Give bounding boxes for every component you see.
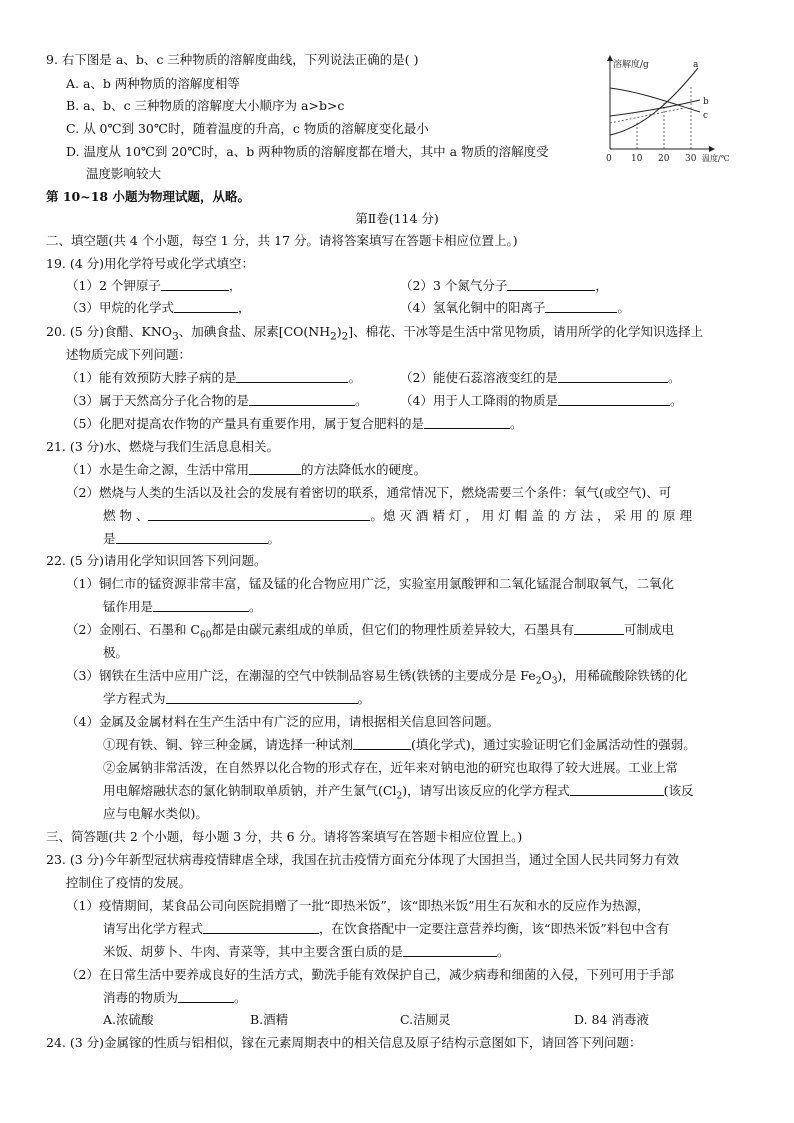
- q22-item-2-cont: 极。: [103, 645, 129, 660]
- q22-stem: 22. (5 分)请用化学知识回答下列问题。: [46, 553, 267, 568]
- section2-heading: 二、填空题(共 4 个小题，每空 1 分，共 17 分。请将答案填写在答题卡相应位置上。): [46, 233, 518, 248]
- q23-item-1-cont2: 米饭、胡萝卜、牛肉、青菜等，其中主要含蛋白质的是 。: [103, 944, 510, 959]
- q9-option-d-cont: 温度影响较大: [86, 166, 162, 181]
- q19-item-1: （1）2 个钾原子 ，: [66, 278, 242, 293]
- curve-b-label: b: [703, 97, 709, 107]
- curve-a-label: a: [693, 60, 699, 70]
- q23-item-2-cont: 消毒的物质为 。: [103, 990, 247, 1005]
- q21-stem: 21. (3 分)水、燃烧与我们生活息息相关。: [46, 439, 280, 454]
- q20-item-4: （4）用于人工降雨的物质是 。: [400, 393, 683, 408]
- q9-option-c: C. 从 0℃到 30℃时，随着温度的升高，c 物质的溶解度变化最小: [66, 121, 429, 136]
- q20-item-1: （1）能有效预防大脖子病的是 。: [66, 370, 361, 385]
- q22-item-3-cont: 学方程式为 。: [103, 691, 371, 706]
- q22-item-1: （1）铜仁市的锰资源非常丰富，锰及锰的化合物应用广泛，实验室用氯酸钾和二氧化锰混合制取氧气，二氧化: [66, 576, 674, 591]
- q19-stem: 19. (4 分)用化学符号或化学式填空：: [46, 256, 255, 271]
- q20-item-2: （2）能使石蕊溶液变红的是 。: [400, 370, 681, 385]
- q22-item-4-2: ②金属钠非常活泼，在自然界以化合物的形式存在，近年来对钠电池的研究也取得了较大进展。工业上常: [103, 760, 679, 775]
- curve-a: [610, 68, 698, 135]
- q20-stem: 20. (5 分)食醋、$KNO_3$、加碘食盐、尿素$[CO(NH_2)_2]$、棉花、干冰等是生活中常见物质，请用所学的化学知识选择上: [46, 324, 704, 343]
- curve-c-label: c: [703, 111, 709, 121]
- q22-item-4-2-cont2: 应与电解水类似)。: [103, 806, 208, 821]
- curve-c: [610, 88, 700, 112]
- q22-item-4-1: ①现有铁、铜、锌三种金属，请选择一种试剂 (填化学式)，通过实验证明它们金属活动性的强弱。: [103, 737, 696, 752]
- q23-stem: 23. (3 分)今年新型冠状病毒疫情肆虐全球，我国在抗击疫情方面充分体现了大国担当，通过全国人民共同努力有效: [46, 852, 680, 867]
- q9-option-d: D. 温度从 10℃到 20℃时，a、b 两种物质的溶解度都在增大，其中 a 物质的溶解度受: [66, 144, 549, 159]
- q20-item-5: （5）化肥对提高农作物的产量具有重要作用，属于复合肥料的是 。: [66, 416, 523, 431]
- q20-item-3: （3）属于天然高分子化合物的是 。: [66, 393, 368, 408]
- q23-option-b: B.酒精: [250, 1012, 289, 1027]
- tick-label-20: 20: [658, 154, 670, 164]
- q9-option-a: A. a、b 两种物质的溶解度相等: [66, 76, 240, 91]
- q19-item-2: （2）3 个氮气分子 ，: [400, 278, 608, 293]
- q20-stem-cont: 述物质完成下列问题：: [66, 347, 192, 362]
- q19-item-3: （3）甲烷的化学式 ，: [66, 300, 251, 315]
- q9-option-b: B. a、b、c 三种物质的溶解度大小顺序为 a>b>c: [66, 98, 345, 113]
- q23-stem-cont: 控制住了疫情的发展。: [66, 875, 192, 890]
- q21-item-2-cont: 燃 物 、 。熄 灭 酒 精 灯 ， 用 灯 帽 盖 的 方 法 ， 采 用 的 原 理: [103, 508, 692, 523]
- q22-item-1-cont: 锰作用是 。: [103, 599, 262, 614]
- q23-option-c: C.洁厕灵: [400, 1012, 451, 1027]
- graph-x-label: 温度/℃: [702, 154, 730, 163]
- q23-item-1-cont: 请写出化学方程式 ，在饮食搭配中一定要注意营养均衡，该“即热米饭”料包中含有: [103, 921, 670, 936]
- q24-stem: 24. (3 分)金属镓的性质与铝相似，镓在元素周期表中的相关信息及原子结构示意图如下，请回答下列问题：: [46, 1035, 642, 1050]
- part2-title: 第Ⅱ卷(114 分): [355, 211, 439, 226]
- tick-label-10: 10: [631, 154, 643, 164]
- q23-option-a: A.浓硫酸: [103, 1012, 154, 1027]
- q21-item-1: （1）水是生命之源，生活中常用 的方法降低水的硬度。: [66, 462, 426, 477]
- q22-item-3: （3）钢铁在生活中应用广泛，在潮湿的空气中铁制品容易生锈(铁锈的主要成分是 $Fe_2O_3$)，用稀硫酸除铁锈的化: [66, 668, 688, 687]
- graph-y-label: 溶解度/g: [613, 60, 649, 70]
- q23-item-1: （1）疫情期间，某食品公司向医院捐赠了一批“即热米饭”，该“即热米饭”用生石灰和水的反应作为热源，: [66, 898, 650, 913]
- q22-item-4: （4）金属及金属材料在生产生活中有广泛的应用，请根据相关信息回答问题。: [66, 714, 499, 729]
- q21-item-2-cont2: 是 。: [103, 531, 281, 546]
- q19-item-4: （4）氢氧化铜中的阳离子 。: [400, 300, 630, 315]
- physics-note: 第 10~18 小题为物理试题，从略。: [46, 189, 250, 204]
- tick-label-30: 30: [685, 154, 697, 164]
- q23-option-d: D. 84 消毒液: [574, 1012, 649, 1027]
- q9-stem: 9. 右下图是 a、b、c 三种物质的溶解度曲线，下列说法正确的是( ): [46, 52, 419, 67]
- q22-item-2: （2）金刚石、石墨和 $C_{60}$都是由碳元素组成的单质，但它们的物理性质差异较大，石墨具有 可制成电: [66, 622, 674, 641]
- q21-item-2: （2）燃烧与人类的生活以及社会的发展有着密切的联系，通常情况下，燃烧需要三个条件：氧气(或空气)、可: [66, 485, 672, 500]
- q23-item-2: （2）在日常生活中要养成良好的生活方式，勤洗手能有效保护自己，减少病毒和细菌的入侵，下列可用于手部: [66, 967, 674, 982]
- tick-label-0: 0: [606, 154, 612, 164]
- section3-heading: 三、简答题(共 2 个小题，每小题 3 分，共 6 分。请将答案填写在答题卡相应位置上。): [46, 829, 523, 844]
- q22-item-4-2-cont: 用电解熔融状态的氯化钠制取单质钠，并产生氯气$(Cl_2)$，请写出该反应的化学方程式 (该反: [103, 783, 694, 802]
- solubility-graph: [596, 50, 744, 170]
